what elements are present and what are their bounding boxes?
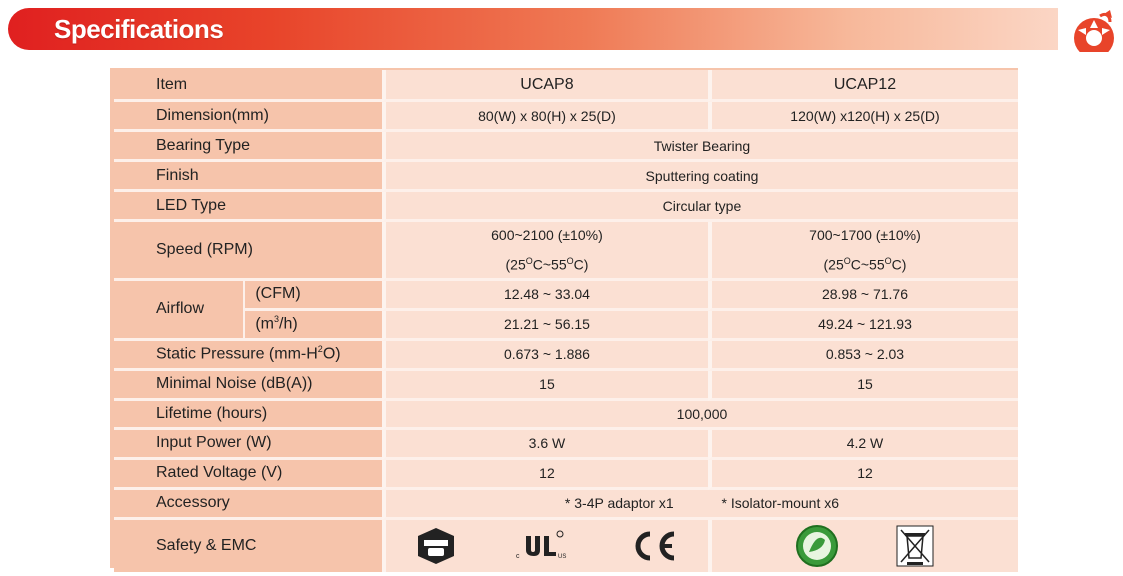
- noise-ucap12: 15: [708, 371, 1018, 401]
- table-row: [114, 401, 1018, 430]
- airflow-cfm-label: (CFM): [243, 281, 382, 311]
- row-label-airflow: Airflow: [114, 281, 243, 341]
- rated-voltage-ucap12: 12: [708, 460, 1018, 490]
- row-label-static-pressure: Static Pressure $(mm-H^2O)$: [114, 341, 382, 371]
- weee-icon: [895, 524, 935, 568]
- svg-text:US: US: [557, 553, 567, 560]
- rohs-green-icon: [795, 524, 839, 568]
- table-row: [114, 281, 1018, 311]
- column-header-item: Item: [114, 70, 382, 102]
- rated-voltage-ucap8: 12: [382, 460, 708, 490]
- airflow-m3h-ucap8: 21.21 ~ 56.15: [382, 311, 708, 341]
- row-label-led: LED Type: [114, 192, 382, 222]
- speed-ucap12-temp: $(25^OC\sim 55^OC)$: [823, 256, 907, 273]
- dimension-ucap12: 120(W) x120(H) x 25(D): [708, 102, 1018, 132]
- row-label-speed: Speed (RPM): [114, 222, 382, 281]
- accessory-item-isolator: * Isolator-mount x6: [721, 495, 840, 512]
- specifications-table: [114, 70, 1018, 572]
- led-value: Circular type: [382, 192, 1018, 222]
- svg-text:c: c: [515, 552, 520, 560]
- table-row: [114, 192, 1018, 222]
- speed-ucap12: [708, 222, 1018, 281]
- input-power-ucap8: 3.6 W: [382, 430, 708, 460]
- table-row: [114, 460, 1018, 490]
- spec-table-container: [110, 68, 1018, 568]
- lifetime-value: 100,000: [382, 401, 1018, 430]
- row-label-bearing: Bearing Type: [114, 132, 382, 162]
- accessory-item-adaptor: * 3-4P adaptor x1: [564, 495, 674, 512]
- table-row: [114, 341, 1018, 371]
- speed-ucap8-temp: $(25^OC\sim 55^OC)$: [505, 256, 589, 273]
- row-label-accessory: Accessory: [114, 490, 382, 520]
- accessory-value: [382, 490, 1018, 520]
- safety-ucap8: [382, 520, 708, 572]
- speed-ucap12-range: 700~1700 (±10%): [809, 227, 921, 243]
- row-label-lifetime: Lifetime (hours): [114, 401, 382, 430]
- noise-ucap8: 15: [382, 371, 708, 401]
- speed-ucap8: [382, 222, 708, 281]
- airflow-cfm-ucap12: 28.98 ~ 71.76: [708, 281, 1018, 311]
- ce-icon: [630, 528, 680, 564]
- row-label-noise: Minimal Noise (dB(A)): [114, 371, 382, 401]
- table-row: [114, 162, 1018, 192]
- table-row: [114, 520, 1018, 572]
- dimension-ucap8: 80(W) x 80(H) x 25(D): [382, 102, 708, 132]
- table-row: [114, 490, 1018, 520]
- tuv-icon: [414, 526, 458, 566]
- table-row: [114, 311, 1018, 341]
- static-pressure-ucap8: 0.673 ~ 1.886: [382, 341, 708, 371]
- page-title: Specifications: [54, 14, 224, 44]
- table-row: [114, 371, 1018, 401]
- speed-ucap8-range: 600~2100 (±10%): [491, 227, 603, 243]
- safety-ucap12: [708, 520, 1018, 572]
- table-row: [114, 102, 1018, 132]
- column-header-ucap12: UCAP12: [708, 70, 1018, 102]
- row-label-dimension: Dimension(mm): [114, 102, 382, 132]
- airflow-m3h-ucap12: 49.24 ~ 121.93: [708, 311, 1018, 341]
- row-label-input-power: Input Power (W): [114, 430, 382, 460]
- airflow-m3h-label: $(m^3/h)$: [243, 311, 382, 341]
- airflow-cfm-ucap8: 12.48 ~ 33.04: [382, 281, 708, 311]
- table-row: [114, 222, 1018, 281]
- column-header-ucap8: UCAP8: [382, 70, 708, 102]
- table-row: [114, 132, 1018, 162]
- row-label-safety: Safety & EMC: [114, 520, 382, 572]
- table-row: [114, 430, 1018, 460]
- input-power-ucap12: 4.2 W: [708, 430, 1018, 460]
- table-header-row: [114, 70, 1018, 102]
- row-label-finish: Finish: [114, 162, 382, 192]
- bearing-value: Twister Bearing: [382, 132, 1018, 162]
- static-pressure-ucap12: 0.853 ~ 2.03: [708, 341, 1018, 371]
- brand-fan-logo-icon: [1060, 8, 1114, 52]
- finish-value: Sputtering coating: [382, 162, 1018, 192]
- row-label-rated-voltage: Rated Voltage (V): [114, 460, 382, 490]
- ul-icon: [514, 528, 574, 564]
- header-banner: [8, 8, 1058, 50]
